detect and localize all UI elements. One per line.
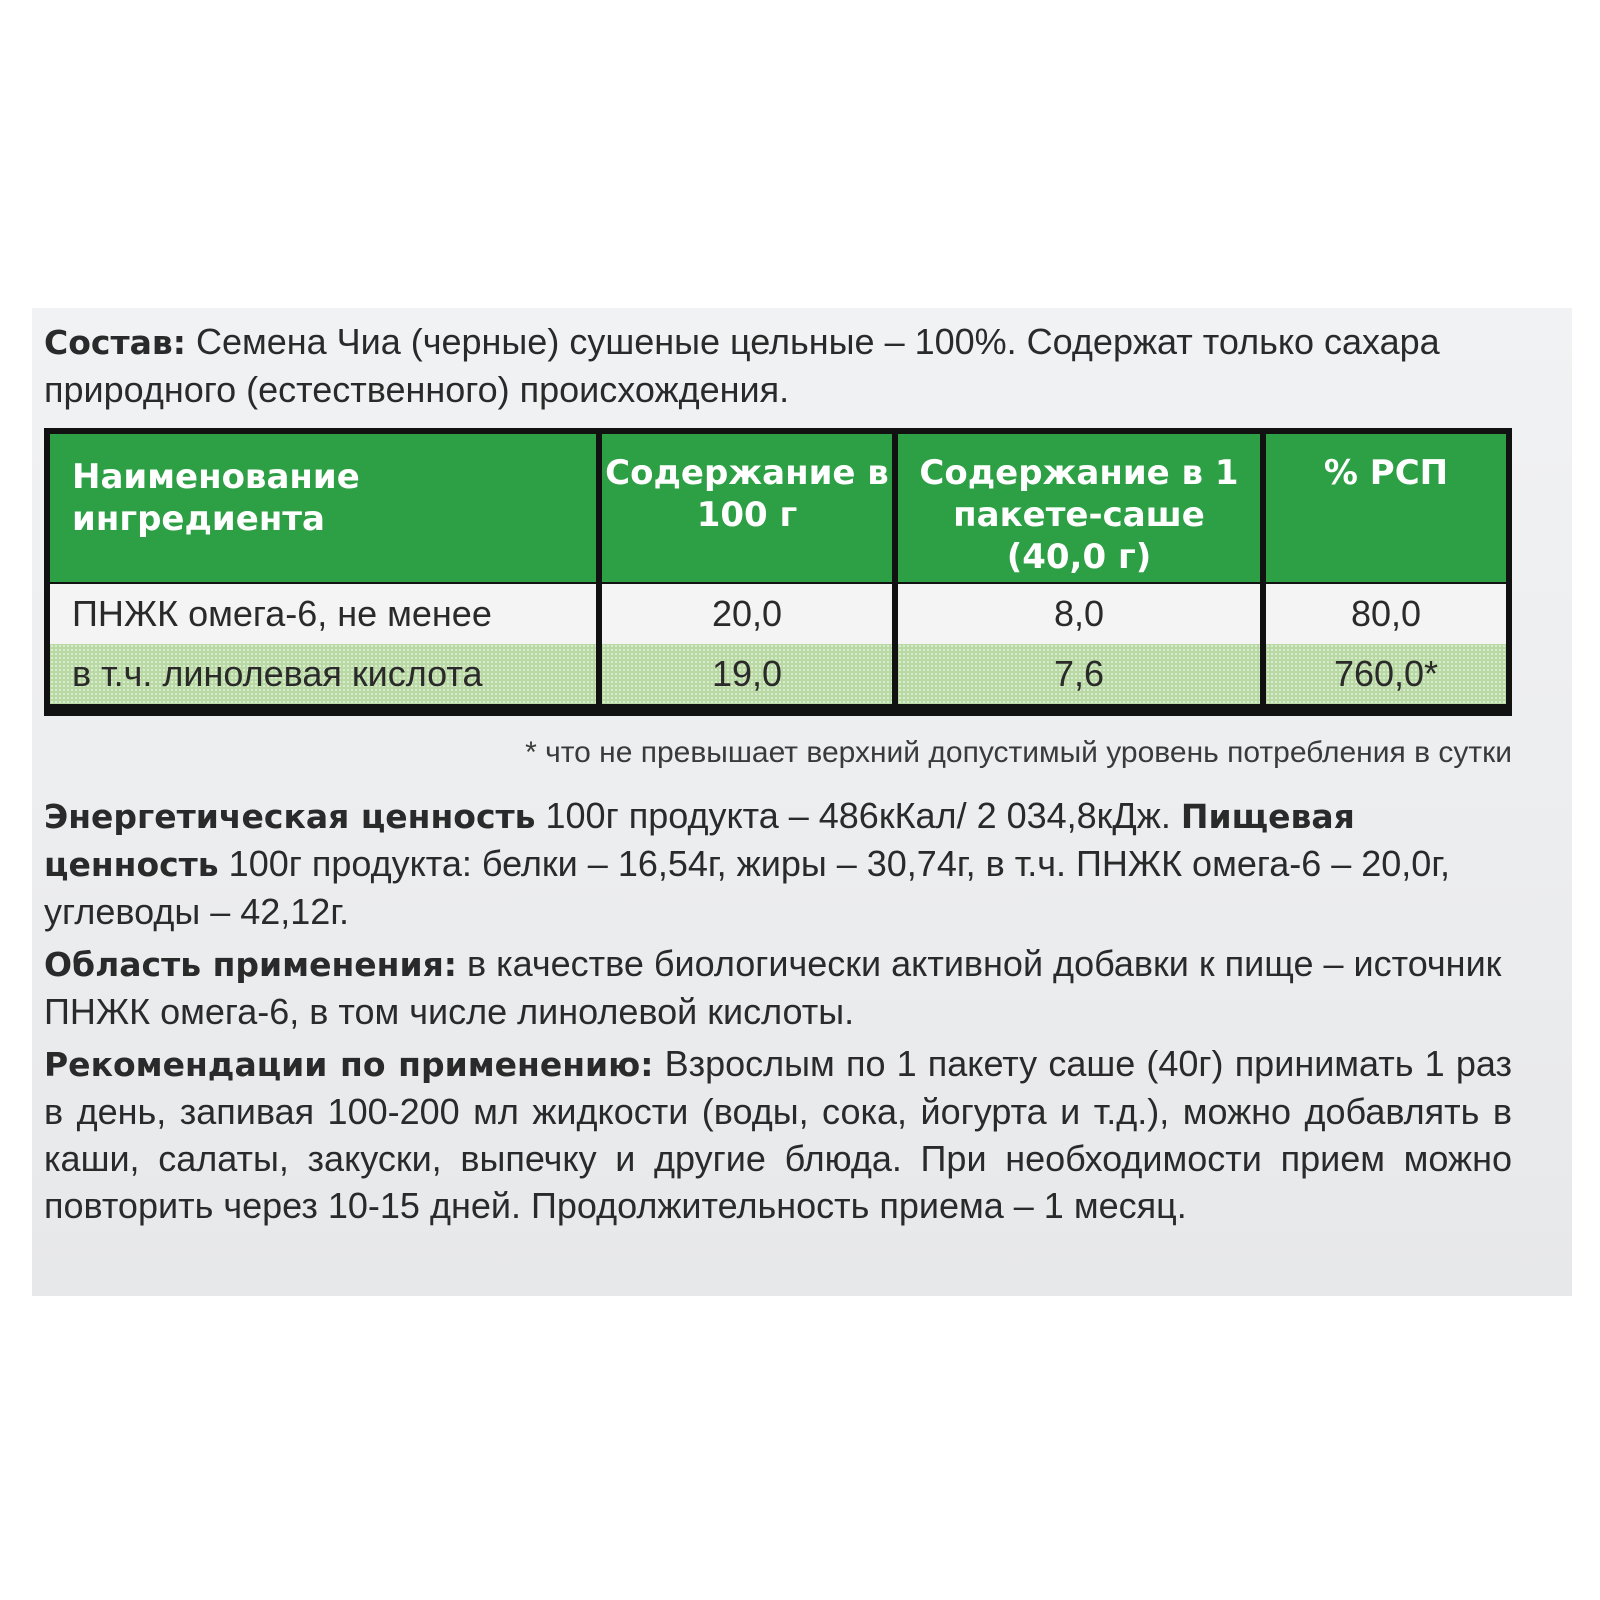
table-header-per-sachet (898, 434, 1260, 582)
composition-label: Состав: (44, 323, 186, 362)
table-footnote: * что не превышает верхний допустимый уровень потребления в сутки (525, 736, 1512, 769)
recommendations-text: Взрослым по 1 пакету саше (40г) принимать 1 раз в день, запивая 100-200 мл жидкости (воды, сока, йогурта и т.д.), можно добавлять в каши, салаты, закуски, выпечку и другие блюда. При необходимости прием можно повторить через 10-15 дней. Продолжительность приема – 1 месяц. (44, 1043, 1512, 1226)
table-row-2-percent: 760,0* (1266, 644, 1506, 704)
composition-text: Семена Чиа (черные) сушеные цельные – 100%. Содержат только сахара природного (естественного) происхождения. (44, 321, 1440, 410)
table-header-per-100g (602, 434, 892, 582)
nutrition-table (44, 428, 1512, 716)
usage-text: в качестве биологически активной добавки к пище – источник ПНЖК омега-6, в том числе линолевой кислоты. (44, 943, 1502, 1032)
table-row-1-per-sachet: 8,0 (898, 584, 1260, 644)
header-text: Наименование ингредиента (72, 457, 360, 539)
table-header-ingredient (50, 434, 596, 582)
table-row-2-per-sachet: 7,6 (898, 644, 1260, 704)
energy-label: Энергетическая ценность (44, 797, 536, 836)
table-header-percent-rsp (1266, 434, 1506, 582)
header-text: Содержание в 100 г (605, 453, 889, 535)
header-text: Содержание в 1 пакете-саше (40,0 г) (919, 453, 1239, 577)
table-row-1-name: ПНЖК омега-6, не менее (50, 584, 596, 644)
nutrition-value-text: 100г продукта: белки – 16,54г, жиры – 30,74г, в т.ч. ПНЖК омега-6 – 20,0г, углеводы – 42,12г. (44, 843, 1451, 932)
recommendations-label: Рекомендации по применению: (44, 1045, 654, 1084)
usage-paragraph (44, 940, 1512, 1035)
energy-text: 100г продукта – 486кКал/ 2 034,8кДж. (535, 795, 1181, 836)
table-row-2-per-100g: 19,0 (602, 644, 892, 704)
composition-paragraph (44, 318, 1512, 413)
table-row-1-per-100g: 20,0 (602, 584, 892, 644)
usage-label: Область применения: (44, 945, 457, 984)
header-text: % РСП (1323, 453, 1449, 493)
table-row-1-percent: 80,0 (1266, 584, 1506, 644)
table-row-2-name: в т.ч. линолевая кислота (50, 644, 596, 704)
nutrition-value-label: Пищевая ценность (44, 797, 1355, 884)
energy-paragraph (44, 792, 1512, 935)
recommendations-paragraph (44, 1040, 1512, 1229)
